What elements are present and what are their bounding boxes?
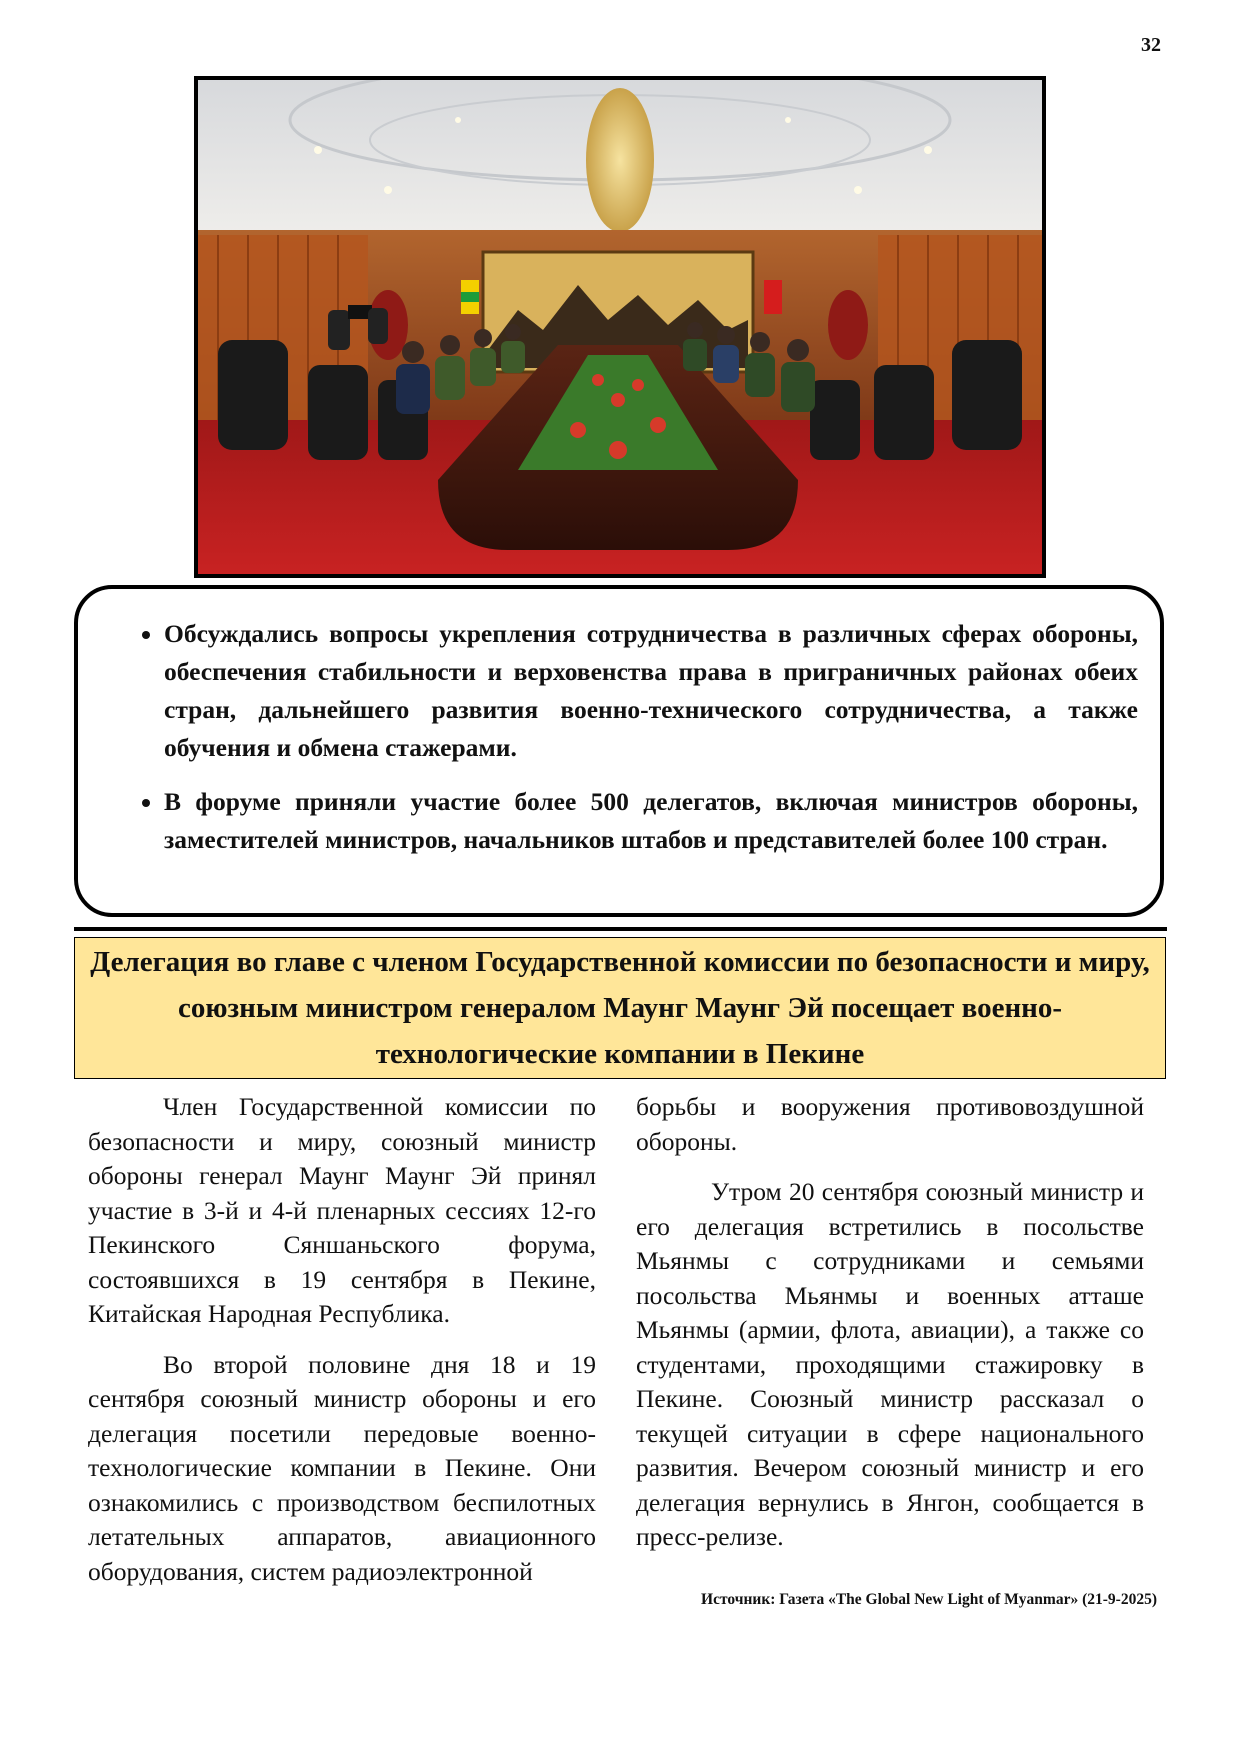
key-point-item: • Обсуждались вопросы укрепления сотрудничества в различных сферах обороны, обеспечения стабильности и верховенства права в приграничных районах обеих стран, дальнейшего развития военно-технического сотрудничества, а также обучения и обмена стажерами.: [164, 615, 1138, 767]
article-paragraph: борьбы и вооружения противовоздушной обороны.: [636, 1092, 1144, 1156]
article-paragraph: Утром 20 сентября союзный министр и его делегация встретились в посольстве Мьянмы с сотрудниками и семьями посольства Мьянмы и военных атташе Мьянмы (армии, флота, авиации), а также со студентами, проходящими стажировку в Пекине. Союзный министр рассказал о текущей ситуации в сфере национального развития. Вечером союзный министр и его делегация вернулись в Янгон, сообщается в пресс-релизе.: [636, 1177, 1144, 1551]
source-note: Источник: Газета «The Global New Light of Myanmar» (21-9-2025): [701, 1591, 1157, 1608]
article-column-left: [88, 1090, 596, 1605]
meeting-photo: [194, 76, 1046, 578]
section-divider: [74, 927, 1167, 931]
meeting-room-image: [198, 80, 1042, 574]
key-points-list: [122, 615, 1138, 859]
page-number: 32: [1141, 34, 1161, 56]
article-column-right: [636, 1090, 1144, 1571]
article-paragraph: Во второй половине дня 18 и 19 сентября союзный министр обороны и его делегация посетили передовые военно-технологические компании в Пекине. Они ознакомились с производством беспилотных летательных аппаратов, авиационного оборудования, систем радиоэлектронной: [88, 1349, 596, 1586]
article-body: [88, 1090, 1146, 1630]
article-headline: Делегация во главе с членом Государственной комиссии по безопасности и миру, союзным министром генералом Маунг Маунг Эй посещает военно-технологические компании в Пекине: [90, 946, 1150, 1070]
key-point-item: • В форуме приняли участие более 500 делегатов, включая министров обороны, заместителей министров, начальников штабов и представителей более 100 стран.: [164, 783, 1138, 859]
key-points-box: [74, 585, 1164, 917]
headline-box: [74, 937, 1166, 1079]
article-paragraph: Член Государственной комиссии по безопасности и миру, союзный министр обороны генерал Маунг Маунг Эй принял участие в 3-й и 4-й пленарных сессиях 12-го Пекинского Сяншаньского форума, состоявшихся в 19 сентября в Пекине, Китайская Народная Республика.: [88, 1092, 596, 1328]
